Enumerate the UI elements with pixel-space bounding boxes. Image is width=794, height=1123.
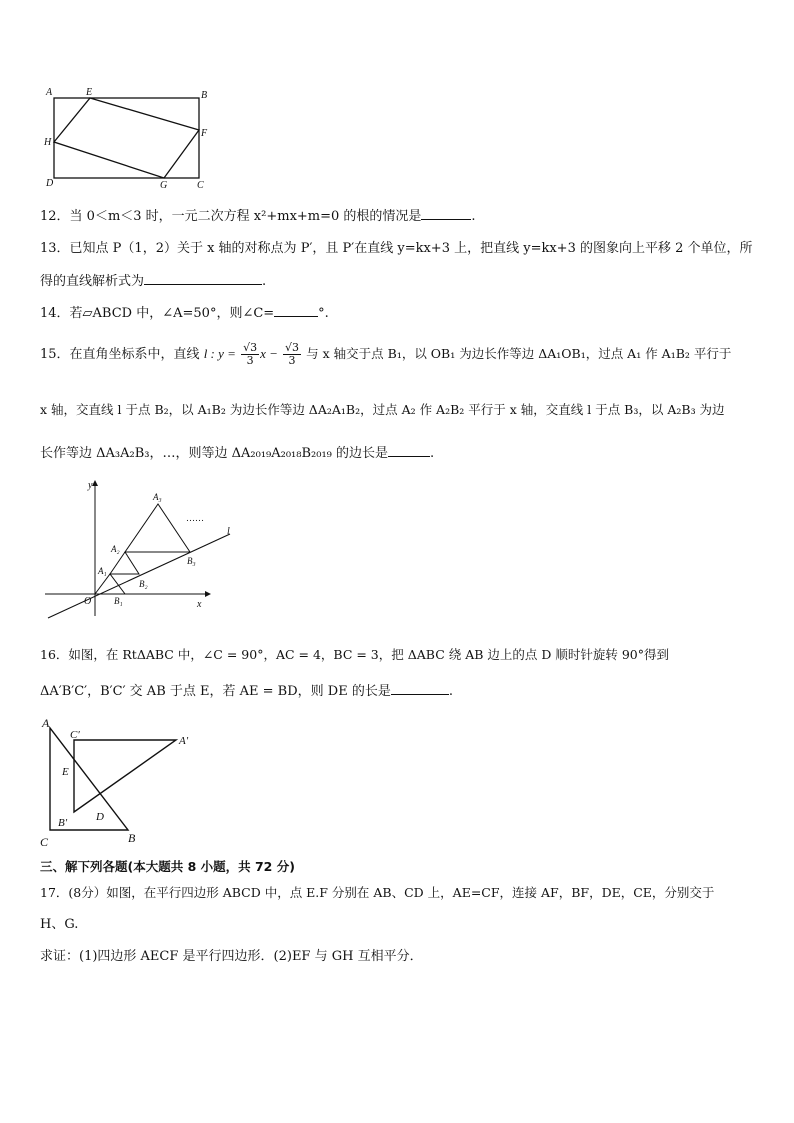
label-B: B [201, 90, 208, 101]
figure-rotated-triangles [34, 712, 214, 852]
x-axis-arrow [205, 591, 211, 597]
label-F: F [201, 128, 208, 139]
q15-line-eq: l : y = [203, 346, 236, 361]
label-G: G [160, 180, 168, 191]
q15-frac1-num: √3 [243, 341, 258, 354]
figure-coordinate-triangles [40, 476, 240, 626]
q17-line2: H、G. [40, 917, 79, 932]
q15-frac2 [283, 342, 301, 367]
label-x: x [197, 599, 202, 610]
q12-answer-blank[interactable] [421, 207, 471, 220]
label-l: l [227, 526, 230, 537]
q16-end: . [448, 684, 453, 699]
question-17-line2 [40, 917, 78, 933]
q14-answer-blank[interactable] [274, 304, 318, 317]
q15-frac1-den: 3 [246, 354, 254, 367]
label-E: E [62, 766, 69, 778]
q14-text: 14．若▱ABCD 中，∠A=50°，则∠C= [40, 306, 275, 321]
label-B1: B′ [58, 817, 68, 829]
label-E: E [86, 87, 93, 98]
y-axis-arrow [92, 480, 98, 486]
question-15-line1 [40, 340, 731, 369]
q12-text: 12．当 0＜m＜3 时，一元二次方程 x²+mx+m=0 的根的情况是 [40, 209, 422, 224]
question-17-line3 [40, 949, 423, 965]
label-A2: A₂ [111, 544, 120, 554]
q13-line1: 13．已知点 P（1，2）关于 x 轴的对称点为 P′，且 P′在直线 y=kx+3 上，把直线 y=kx+3 的图象向上平移 2 个单位，所 [40, 241, 753, 256]
triangle-a1b1c1 [74, 740, 176, 812]
question-12 [40, 207, 476, 225]
line-l [48, 534, 230, 618]
label-A1: A₁ [98, 566, 107, 576]
q12-end: . [471, 209, 476, 224]
q15-p1: 15．在直角坐标系中，直线 [40, 347, 200, 362]
label-D: D [46, 178, 54, 189]
label-A1: A′ [179, 735, 189, 747]
question-13-line2 [40, 272, 266, 290]
triangle-abc [50, 728, 128, 830]
q14-end: °. [318, 306, 329, 321]
q17-line1: 17．(8分）如图，在平行四边形 ABCD 中，点 E.F 分别在 AB、CD 上，AE=CF，连接 AF，BF，DE，CE，分别交于 [40, 885, 715, 900]
label-C1: C′ [70, 729, 80, 741]
question-13-line1 [40, 241, 753, 257]
label-A: A [42, 716, 50, 730]
q15-frac2-den: 3 [288, 354, 296, 367]
figure-rectangle-parallelogram [40, 84, 220, 194]
q15-line3: 长作等边 ΔA₃A₂B₃，…，则等边 ΔA₂₀₁₉A₂₀₁₈B₂₀₁₉ 的边长是 [40, 446, 389, 461]
parallelogram-efgh [54, 98, 199, 178]
q13-end: . [262, 274, 267, 289]
q15-x-term: x − [260, 346, 278, 361]
question-15-line2 [40, 402, 725, 418]
q13-line2: 得的直线解析式为 [40, 274, 145, 289]
q15-p2: 与 x 轴交于点 B₁，以 OB₁ 为边长作等边 ΔA₁OB₁，过点 A₁ 作 A₁B₂ 平行于 [306, 346, 732, 361]
label-dots: …… [186, 513, 204, 523]
label-B: B [128, 831, 136, 845]
q15-end: . [430, 446, 435, 461]
section-3-title: 三、解下列各题(本大题共 8 小题，共 72 分) [40, 859, 295, 874]
q15-frac2-num: √3 [285, 341, 300, 354]
question-16-line2 [40, 682, 453, 700]
question-14 [40, 304, 329, 322]
q16-line1: 16．如图，在 RtΔABC 中，∠C = 90°，AC = 4，BC = 3，把 ΔABC 绕 AB 边上的点 D 顺时针旋转 90°得到 [40, 647, 669, 662]
triangle-a2a1b2 [110, 552, 139, 574]
question-15-line3 [40, 444, 434, 462]
q15-line2: x 轴，交直线 l 于点 B₂，以 A₁B₂ 为边长作等边 ΔA₂A₁B₂，过点 A₂ 作 A₂B₂ 平行于 x 轴，交直线 l 于点 B₃，以 A₂B₃ 为边 [40, 402, 725, 417]
label-y: y [88, 480, 93, 491]
q15-answer-blank[interactable] [388, 444, 430, 457]
question-16-line1 [40, 647, 669, 663]
label-C: C [197, 180, 204, 191]
q15-frac1 [241, 342, 259, 367]
label-B2: B₂ [139, 579, 148, 589]
q17-line3: 求证：(1)四边形 AECF 是平行四边形．(2)EF 与 GH 互相平分． [40, 949, 423, 964]
q16-answer-blank[interactable] [391, 682, 449, 695]
q16-line2: ΔA′B′C′，B′C′ 交 AB 于点 E，若 AE = BD，则 DE 的长是 [40, 684, 391, 699]
label-A3: A₃ [153, 492, 162, 502]
triangle-a3a2b3 [125, 504, 190, 552]
label-D: D [96, 811, 104, 823]
label-B3: B₃ [187, 556, 196, 566]
label-B1: B₁ [114, 596, 123, 606]
q13-answer-blank[interactable] [144, 272, 262, 285]
label-O: O [84, 596, 92, 607]
label-C: C [40, 835, 49, 849]
label-H: H [44, 137, 52, 148]
question-17-line1 [40, 885, 714, 901]
section-3-heading [40, 859, 295, 875]
label-A: A [46, 87, 53, 98]
